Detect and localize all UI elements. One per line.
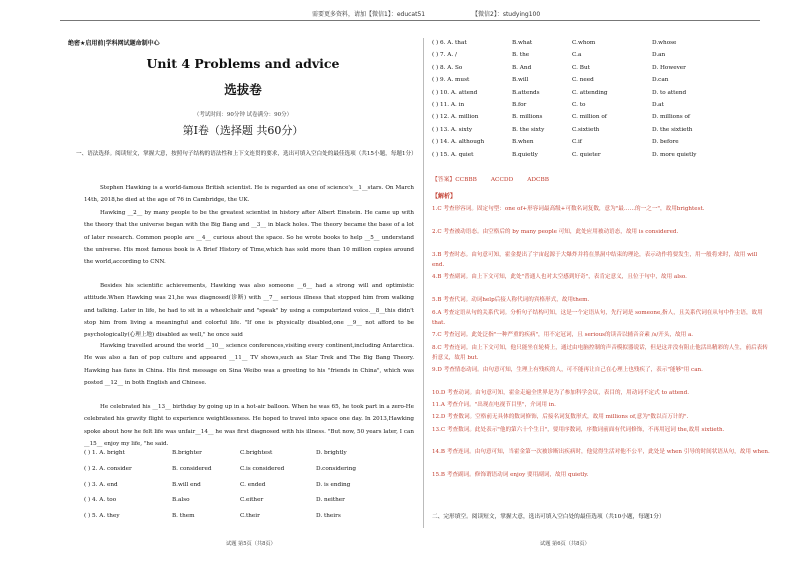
option-row-9[interactable] [432,77,772,89]
exam-meta: （考试时间：90分钟 试卷满分：90分） [193,112,293,118]
option-a[interactable]: ( ) 13. A. sixty [432,126,473,133]
option-row-11[interactable] [432,102,772,114]
option-c[interactable]: C. to [572,102,586,108]
option-c[interactable]: C.is considered [240,466,285,472]
option-d[interactable]: D.at [652,102,664,108]
option-b[interactable]: B.will end [172,482,201,488]
option-d[interactable]: D. However [652,64,686,71]
left-page-footer: 试题 第5页（共8页） [226,541,276,547]
option-d[interactable]: D.can [652,77,669,84]
explanation-6: 6.A 考查定语从句的关系代词。分析句子结构可知，这是一个定语从句，先行词是 someone,指人，且关系代词在从句中作主语，故用 that. [432,310,763,327]
option-b[interactable]: B. And [512,64,532,71]
option-b[interactable]: B.will [512,77,529,84]
option-c[interactable]: C. ended [240,482,266,488]
explanation-1: 1.C 考查形容词。固定句型：one of+形容词最高级+可数名词复数，意为"最……的一之一"，故用brightest. [432,206,705,212]
option-b[interactable]: B.quietly [512,151,538,158]
explanation-8: 8.C 考查连词。由上下文可知，他只能坐在轮椅上，通过由电脑控制的声音模拟器说话，但是这并没有阻止他活出精彩的人生，前后表转折意义，故用 but. [432,345,768,362]
explanation-15: 15.B 考查副词。修饰谓语动词 enjoy 要用副词，故用 quietly. [432,472,589,478]
option-c[interactable]: C.a [572,52,582,59]
option-b[interactable]: B.also [172,497,190,503]
option-b[interactable]: B.attends [512,89,540,96]
option-a[interactable]: ( ) 14. A. although [432,139,485,146]
answer-line [432,174,563,183]
option-b[interactable]: B. millions [512,114,543,121]
option-row-13[interactable] [432,127,772,139]
explanation-14: 14.B 考查连词。由句意可知，当霍金第一次被诊断出疾病时，他觉得生活对他不公平，此处是 when 引导的时间状语从句，故用 when. [432,449,770,455]
option-c[interactable]: C. But [572,64,590,71]
option-row-8[interactable] [432,65,772,77]
option-d[interactable]: D. more quietly [652,151,697,158]
option-row-1[interactable] [84,450,414,462]
option-b[interactable]: B. the [512,52,530,59]
option-row-2[interactable] [84,466,414,478]
option-b[interactable]: B.for [512,102,527,108]
option-b[interactable]: B.what [512,40,533,46]
option-a[interactable]: ( ) 1. A. bright [84,450,125,456]
option-c[interactable]: C. attending [572,89,608,96]
explanation-12: 12.D 考查数词。空格前无具体的数词修饰，后接名词复数形式，故用 millions of,意为"数以百万计的". [432,414,689,420]
answer-label: 【答案】 [432,177,456,183]
option-c[interactable]: C.their [240,513,260,519]
option-d[interactable]: D.an [652,52,666,59]
option-row-7[interactable] [432,52,772,64]
option-a[interactable]: ( ) 6. A. that [432,40,467,46]
option-d[interactable]: D. is ending [316,482,351,488]
header-left-text: 需要更多资料，请加【微信1】：educat51 [312,11,426,18]
option-a[interactable]: ( ) 9. A. must [432,77,470,84]
option-a[interactable]: ( ) 4. A. too [84,497,117,503]
option-a[interactable]: ( ) 12. A. million [432,114,479,121]
header-divider [60,20,760,21]
option-c[interactable]: C.whom [572,40,596,46]
option-row-5[interactable] [84,513,414,525]
option-row-4[interactable] [84,497,414,509]
option-c[interactable]: C.if [572,139,582,146]
option-c[interactable]: C. million of [572,114,607,121]
option-row-12[interactable] [432,114,772,126]
header-right-text: 【微信2】：studying100 [472,11,541,18]
option-d[interactable]: D. to attend [652,89,687,96]
option-c[interactable]: C.either [240,497,264,503]
option-c[interactable]: C.brightest [240,450,273,456]
left-page [68,38,418,47]
option-a[interactable]: ( ) 3. A. end [84,482,118,488]
option-d[interactable]: D. neither [316,497,345,503]
explanation-5: 5.B 考查代词。动词help后接人称代词的宾格形式，故用them. [432,297,590,303]
answer-group-3: ADCBB [527,177,550,183]
right-page-footer: 试题 第6页（共8页） [540,541,590,547]
passage-paragraph-1: Stephen Hawking is a world-famous British scientist. He is regarded as one of science's__1__stars. On March 14th, 2018,he died at the age of 76 in Cambridge, the UK. [84,185,414,204]
option-d[interactable]: D. before [652,139,679,146]
option-d[interactable]: D.whose [652,40,677,46]
column-divider [423,38,424,528]
answer-group-1: CCBBB [455,177,477,183]
option-row-6[interactable] [432,40,772,52]
option-b[interactable]: B. considered [172,466,212,472]
option-b[interactable]: B.when [512,139,534,146]
explanation-13: 13.C 考查数词。此处表示"他的第六十个生日"，要用序数词，序数词前面有代词修饰，不再用冠词 the,故用 sixtieth. [432,427,725,433]
option-row-3[interactable] [84,482,414,494]
explanation-4: 4.B 考查副词。由上下文可知，此处"普通人也对太空感到好奇"，表肯定意义，且位于句中，故用 also. [432,274,687,280]
exam-subtitle: 选拔卷 [224,82,262,97]
option-b[interactable]: B.brighter [172,450,202,456]
page-header [0,6,800,20]
option-a[interactable]: ( ) 8. A. So [432,64,463,71]
option-d[interactable]: D. millions of [652,114,690,121]
option-c[interactable]: C.sixtieth [572,126,600,133]
exam-title: Unit 4 Problems and advice [146,56,340,71]
section2-heading: 二、完形填空。阅读短文，掌握大意，选出可填入空白处的最佳选项（共10小题，每题1分） [432,514,665,520]
option-b[interactable]: B. the sixty [512,126,545,133]
explanation-9: 9.D 考查情态动词。由句意可知，生理上有残疾的人，可不能再让自己在心理上也残疾了，表示"能够"用 can. [432,367,703,373]
option-c[interactable]: C. need [572,77,594,84]
secret-label: 绝密★启用前|学科网试题命制中心 [68,40,160,47]
explanation-7: 7.C 考查冠词。此处泛指"一种严重的疾病"，用不定冠词，且 serious的读音以辅音音素 /s/开头，故用 a. [432,332,694,338]
explanation-11: 11.A 考查介词。"出现在电视节目里"，介词用 in. [432,402,556,408]
explanation-2: 2.C 考查被动语态。由空格后的 by many people 可知，此处应用被动语态，故用 is considered. [432,229,679,235]
explanation-3: 3.B 考查时态。由句意可知，霍金提出了宇宙起源于大爆炸并将在黑洞中结束的理论，表示动作将要发生，用一般将来时，故用 will end. [432,252,758,269]
passage-paragraph-2: Hawking __2__ by many people to be the greatest scientist in history after Albert Einstein. He came up with the theory that the universe began with the Big Bang and __3__ in black holes. The theory became the base of a lot of later research. Common people are __4__ curious about the space. So he wrote books to help __5__ understand the universe. His most famous book is A Brief History of Time,which has sold more than 10 million copies around the world,according to CNN. [84,210,414,266]
passage-paragraph-4: Hawking travelled around the world __10__ science conferences,visiting every continent,including Antarctica. He was also a fan of pop culture and appeared __11__ TV shows,such as Star Trek and The Big Bang Theory. Hawking has fans in China. His first message on Sina Weibo was a greeting to his "friends in China", which was posted __12__ in both English and Chinese. [84,343,414,386]
option-row-14[interactable] [432,139,772,151]
option-c[interactable]: C. quieter [572,151,601,158]
option-a[interactable]: ( ) 2. A. consider [84,466,132,472]
passage-paragraph-5: He celebrated his __13__ birthday by going up in a hot-air balloon. When he was 65, he took part in a zero-He celebrated his gravity flight to experience weightlessness. He hoped to travel into space one day. In 2013,Hawking spoke about how he felt life was unfair__14__ he was first diagnosed with his illness. "But now, 50 years later, I can __15__ enjoy my life, "he said. [84,404,414,447]
part-heading: 第Ⅰ卷（选择题 共60分） [182,124,304,137]
section1-instruction: 一、语法选择。阅读短文，掌握大意，按照句子结构的语法性和上下文连贯的要求，选出可填入空白处的最佳选项（共15小题，每题1分） [76,151,417,157]
option-d[interactable]: D. theirs [316,513,341,519]
option-a[interactable]: ( ) 10. A. attend [432,89,478,96]
option-row-10[interactable] [432,90,772,102]
option-d[interactable]: D.considering [316,466,357,472]
option-a[interactable]: ( ) 15. A. quiet [432,151,474,158]
passage-paragraph-3: Besides his scientific achievements, Hawking was also someone __6__ had a strong will and optimistic attitude.When Hawking was 21,he was diagnosed(诊断) with __7__ serious illness that stopped him from walking and talking. Later in life, he had to sit in a wheelchair and "speak" by using a computerized voice.__8__this didn't stop him from living a meaningful and colorful life. "If one is physically disabled,one __9__ not afford to be psychologically(心理上地) disabled as well," he once said [84,283,414,339]
option-a[interactable]: ( ) 5. A. they [84,513,120,519]
option-d[interactable]: D. the sixtieth [652,126,693,133]
option-row-15[interactable] [432,152,772,164]
option-a[interactable]: ( ) 7. A. / [432,52,457,59]
explanation-10: 10.D 考查动词。由句意可知，霍金走遍全世界是为了参加科学会议，表目的，用动词不定式 to attend. [432,390,689,396]
option-d[interactable]: D. brightly [316,450,347,456]
option-a[interactable]: ( ) 11. A. in [432,102,465,108]
answer-group-2: ACCDD [490,177,514,183]
explanation-label: 【解析】 [432,193,457,200]
option-b[interactable]: B. them [172,513,195,519]
